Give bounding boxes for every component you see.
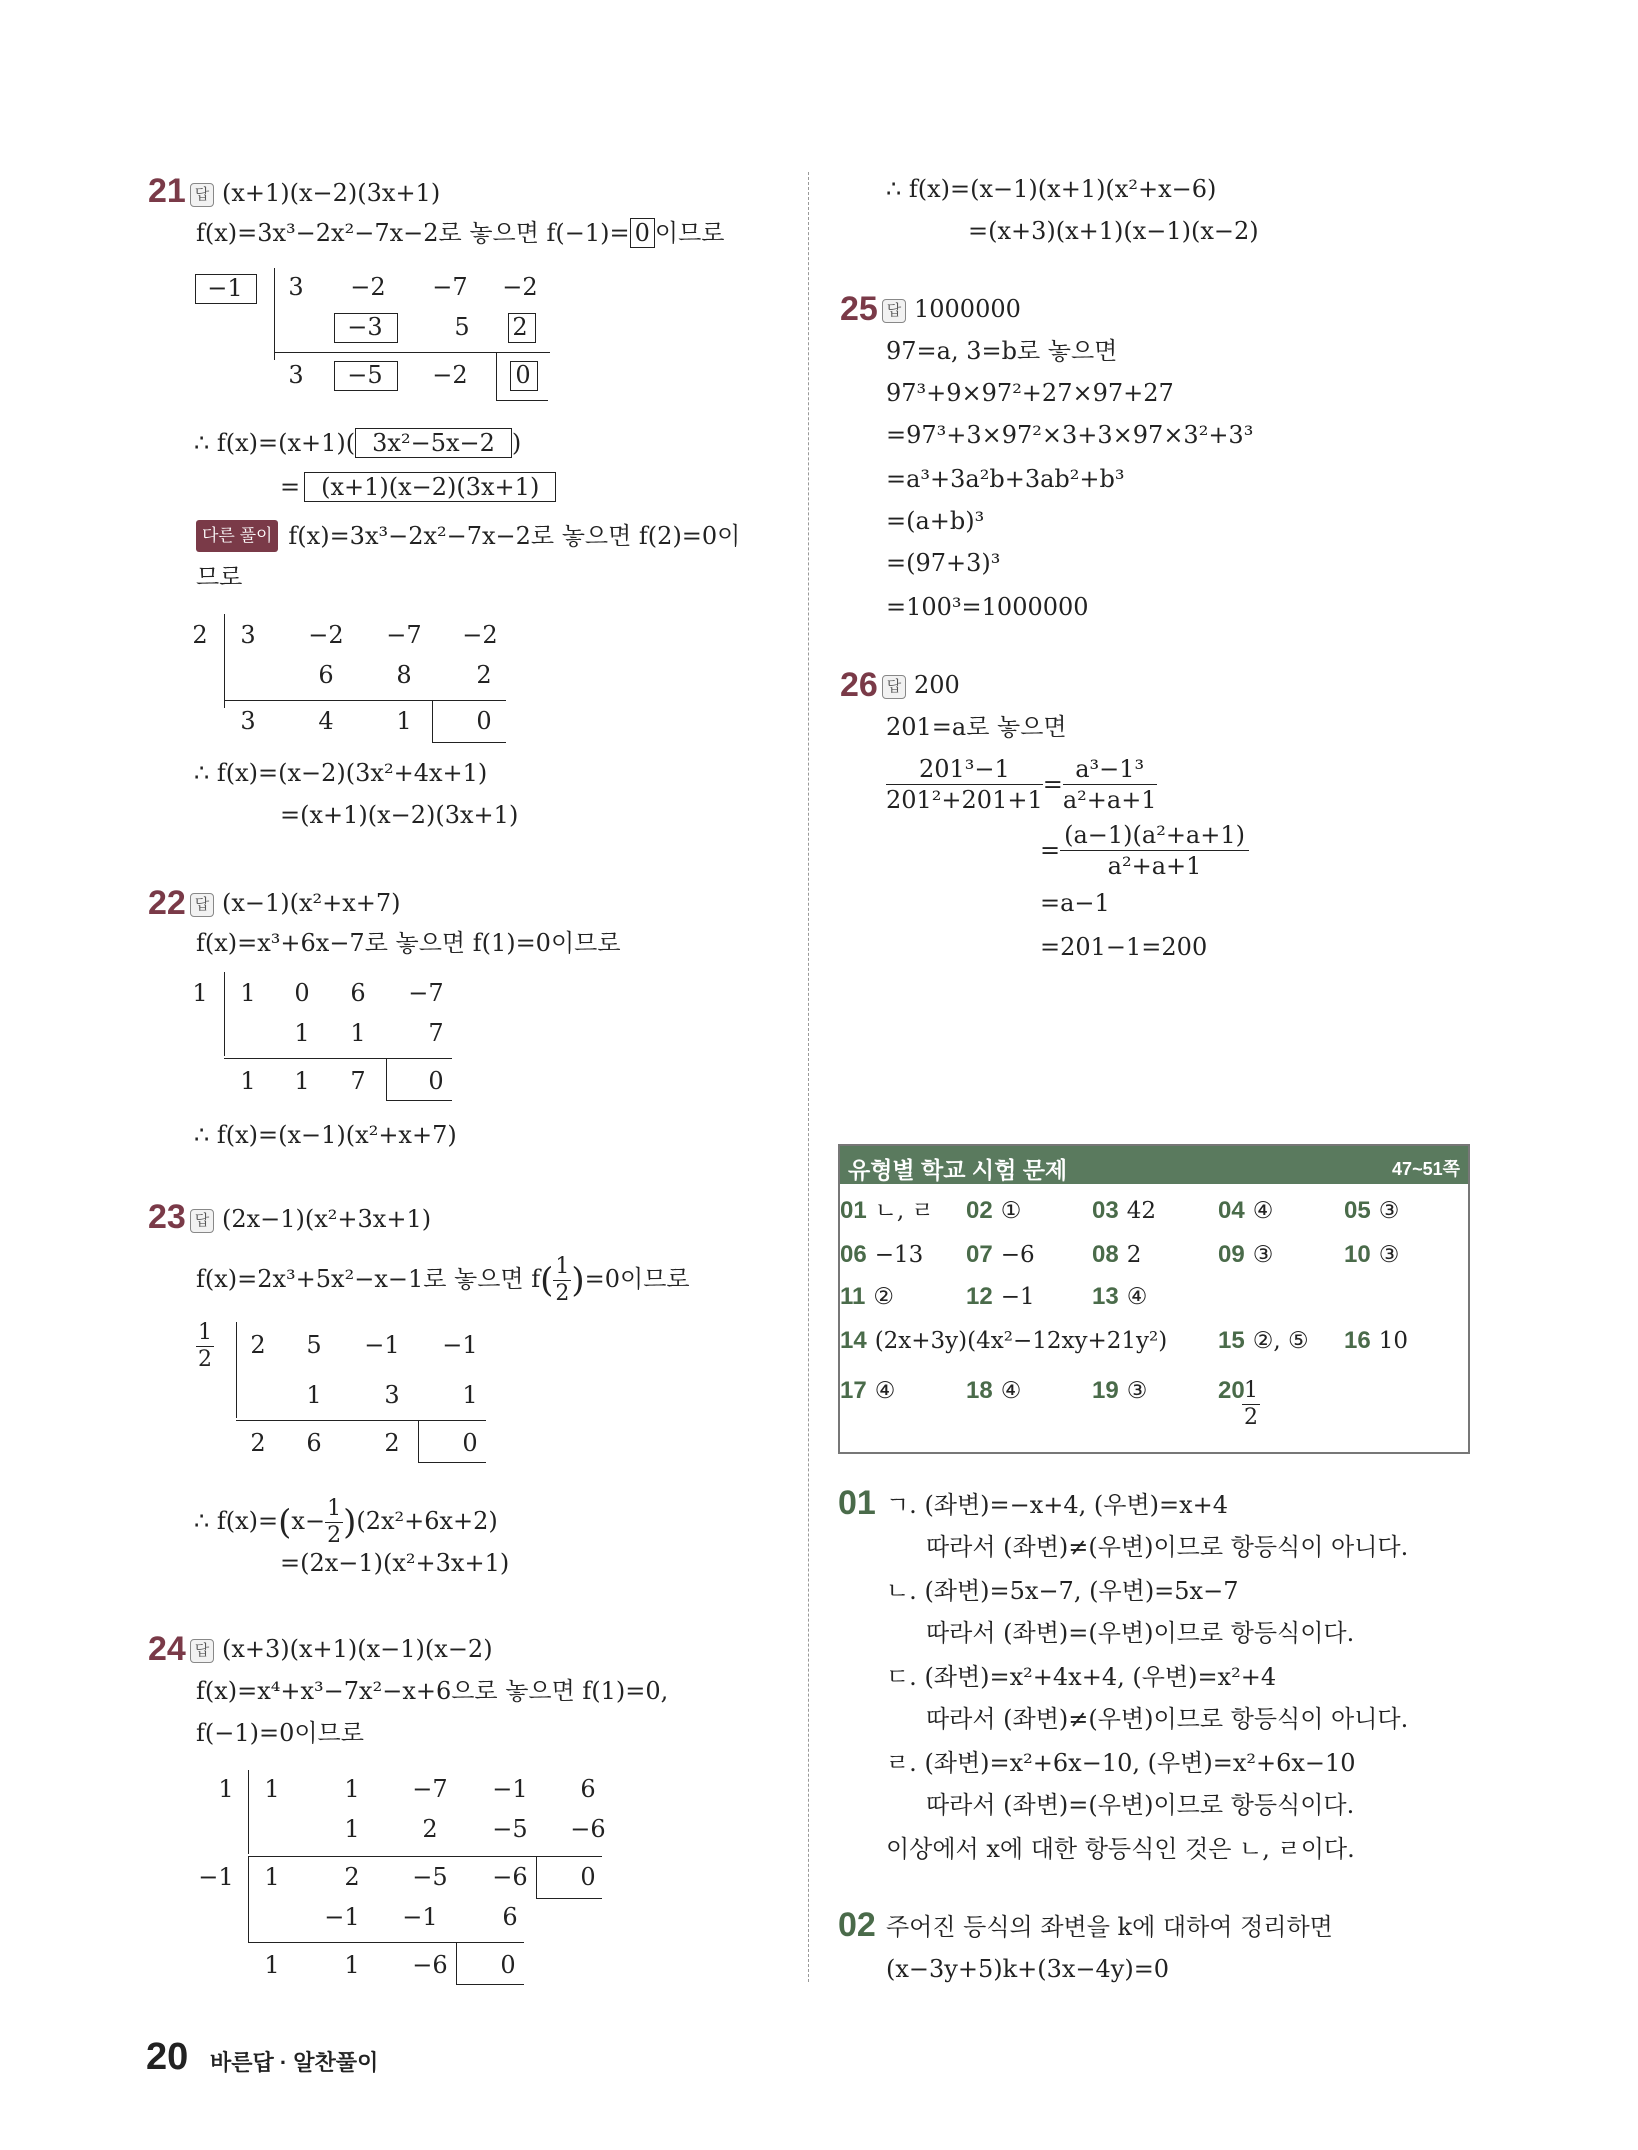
answer-item	[1218, 1326, 1309, 1356]
answer-item-value: ③	[1378, 1242, 1400, 1268]
answer-line: 답 1000000	[882, 294, 1021, 324]
answer-item-value: ④	[1000, 1378, 1022, 1404]
answer-item-value: ③	[1378, 1198, 1400, 1224]
page-number: 20	[146, 2036, 189, 2078]
answer-item-number: 18	[966, 1377, 993, 1404]
answer-item	[840, 1376, 895, 1406]
answer-item-number: 19	[1092, 1377, 1119, 1404]
answer-line: 답 (2x−1)(x²+3x+1)	[190, 1204, 431, 1234]
answer-icon: 답	[190, 1639, 214, 1663]
alt-solution-tag: 다른 풀이	[196, 520, 278, 552]
answer-summary-box	[838, 1144, 1470, 1454]
answer-item-number: 14	[840, 1327, 867, 1354]
answer-item-number: 16	[1344, 1327, 1371, 1354]
answer-item-number: 15	[1218, 1327, 1245, 1354]
answer-line	[190, 178, 440, 208]
answer-line: 답 (x+3)(x+1)(x−1)(x−2)	[190, 1634, 493, 1664]
boxed-value: 0	[630, 218, 655, 248]
answer-item-value: −13	[874, 1242, 924, 1268]
conclusion-line: ∴ f(x)=(x−2)(3x²+4x+1)	[194, 759, 488, 787]
answer-item-value: ㄴ, ㄹ	[874, 1198, 934, 1224]
answer-item-number: 17	[840, 1377, 867, 1404]
answer-item	[966, 1282, 1035, 1312]
answer-item-value: 42	[1126, 1198, 1156, 1224]
problem-number: 23	[148, 1198, 186, 1236]
answer-item-number: 10	[1344, 1241, 1371, 1268]
answer-item	[840, 1326, 1167, 1356]
problem-number: 21	[148, 172, 186, 210]
answer-item-value: ④	[1252, 1198, 1274, 1224]
answer-line: 답 (x−1)(x²+x+7)	[190, 888, 401, 918]
answer-item	[966, 1240, 1035, 1270]
answer-icon: 답	[190, 183, 214, 207]
answer-item	[1092, 1282, 1147, 1312]
answer-item	[840, 1282, 894, 1312]
fraction-equation: = $\frac{\text{(a−1)(a²+a+1)}}{\text{a²+a+1}}$	[1040, 820, 1249, 881]
problem-number: 01	[838, 1484, 876, 1522]
answer-line: 답 200	[882, 670, 960, 700]
answer-item-value: ④	[874, 1378, 896, 1404]
answer-item-number: 12	[966, 1283, 993, 1310]
conclusion-line: =(x+1)(x−2)(3x+1)	[280, 801, 519, 829]
answer-item-value: −1	[1000, 1284, 1035, 1310]
answer-box-pages: 47~51쪽	[1392, 1159, 1460, 1179]
answer-item	[1092, 1240, 1141, 1270]
conclusion-line: ∴ f(x)=(x−1)(x+1)(x²+x−6)	[886, 175, 1217, 203]
alternate-solution: 다른 풀이 f(x)=3x³−2x²−7x−2로 놓으면 f(2)=0이	[196, 520, 740, 552]
answer-item-value: ②, ⑤	[1252, 1328, 1309, 1354]
answer-item-number: 04	[1218, 1197, 1245, 1224]
answer-item	[966, 1196, 1021, 1226]
answer-item	[840, 1196, 934, 1226]
answer-icon: 답	[190, 893, 214, 917]
answer-item-value: ②	[873, 1284, 894, 1310]
answer-item-number: 03	[1092, 1197, 1119, 1224]
answer-item-value: 10	[1378, 1328, 1408, 1354]
fraction-equation: $\frac{\text{201³−1}}{\text{201²+201+1}}$ = $\frac{\text{a³−1³}}{\text{a²+a+1}}$	[886, 755, 1157, 814]
conclusion-line: =(x+3)(x+1)(x−1)(x−2)	[968, 217, 1259, 245]
answer-box-title: 유형별 학교 시험 문제	[848, 1157, 1068, 1183]
conclusion-line: ∴ f(x)=(x−1)(x²+x+7)	[194, 1121, 457, 1149]
answer-item	[966, 1376, 1021, 1406]
answer-item-number: 06	[840, 1241, 867, 1268]
answer-box-header	[840, 1146, 1468, 1184]
answer-item-number: 08	[1092, 1241, 1119, 1268]
answer-item-number: 09	[1218, 1241, 1245, 1268]
answer-text: (x+1)(x−2)(3x+1)	[222, 179, 441, 207]
answer-item	[1092, 1376, 1147, 1406]
answer-item-value: ④	[1126, 1284, 1148, 1310]
answer-item	[1344, 1326, 1408, 1356]
answer-item-number: 01	[840, 1197, 867, 1224]
divisor: −1	[207, 274, 243, 302]
answer-item-number: 11	[840, 1283, 866, 1310]
answer-item-number: 20	[1218, 1377, 1245, 1404]
answer-item	[1344, 1196, 1399, 1226]
solution-line: f(x)=3x³−2x²−7x−2로 놓으면 f(−1)= 0 이므로	[196, 219, 725, 247]
problem-number: 22	[148, 884, 186, 922]
solution-line: f(x)=2x³+5x²−x−1로 놓으면 f( $\frac{1}{2}$ )=0이므로	[196, 1254, 690, 1306]
solution-line: f(−1)=0이므로	[196, 1719, 364, 1747]
answer-item-value: ③	[1252, 1242, 1274, 1268]
answer-item-value: (2x+3y)(4x²−12xy+21y²)	[874, 1328, 1168, 1354]
table-divider	[274, 268, 275, 360]
answer-icon: 답	[882, 675, 906, 699]
answer-item-value: ③	[1126, 1378, 1148, 1404]
answer-20-fraction: $\frac{1}{2}$	[1244, 1378, 1258, 1430]
answer-item-number: 07	[966, 1241, 993, 1268]
conclusion-line: =(2x−1)(x²+3x+1)	[280, 1549, 510, 1577]
answer-item-number: 05	[1344, 1197, 1371, 1224]
answer-item-value: ①	[1000, 1198, 1022, 1224]
column-divider	[808, 172, 809, 1982]
answer-icon: 답	[882, 299, 906, 323]
book-title: 바른답 · 알찬풀이	[210, 2050, 379, 2075]
answer-item-value: −6	[1000, 1242, 1035, 1268]
problem-number: 24	[148, 1630, 186, 1668]
problem-number: 26	[840, 666, 878, 704]
answer-item	[1218, 1240, 1273, 1270]
conclusion-line: ∴ f(x)=(x+1)( 3x²−5x−2 )	[194, 429, 522, 457]
conclusion-line: ∴ f(x)=(x− $\frac{1}{2}$ )(2x²+6x+2)	[194, 1496, 498, 1548]
answer-item	[1344, 1240, 1399, 1270]
problem-number: 02	[838, 1906, 876, 1944]
answer-item	[840, 1240, 923, 1270]
problem-number: 25	[840, 290, 878, 328]
answer-item	[1092, 1196, 1156, 1226]
answer-item	[1218, 1196, 1273, 1226]
answer-item-number: 02	[966, 1197, 993, 1224]
conclusion-line: = (x+1)(x−2)(3x+1)	[280, 472, 556, 502]
answer-icon: 답	[190, 1209, 214, 1233]
solution-line: f(x)=x³+6x−7로 놓으면 f(1)=0이므로	[196, 929, 621, 957]
answer-item-value: 2	[1126, 1242, 1142, 1268]
solution-line: f(x)=x⁴+x³−7x²−x+6으로 놓으면 f(1)=0,	[196, 1677, 669, 1705]
answer-item-number: 13	[1092, 1283, 1119, 1310]
